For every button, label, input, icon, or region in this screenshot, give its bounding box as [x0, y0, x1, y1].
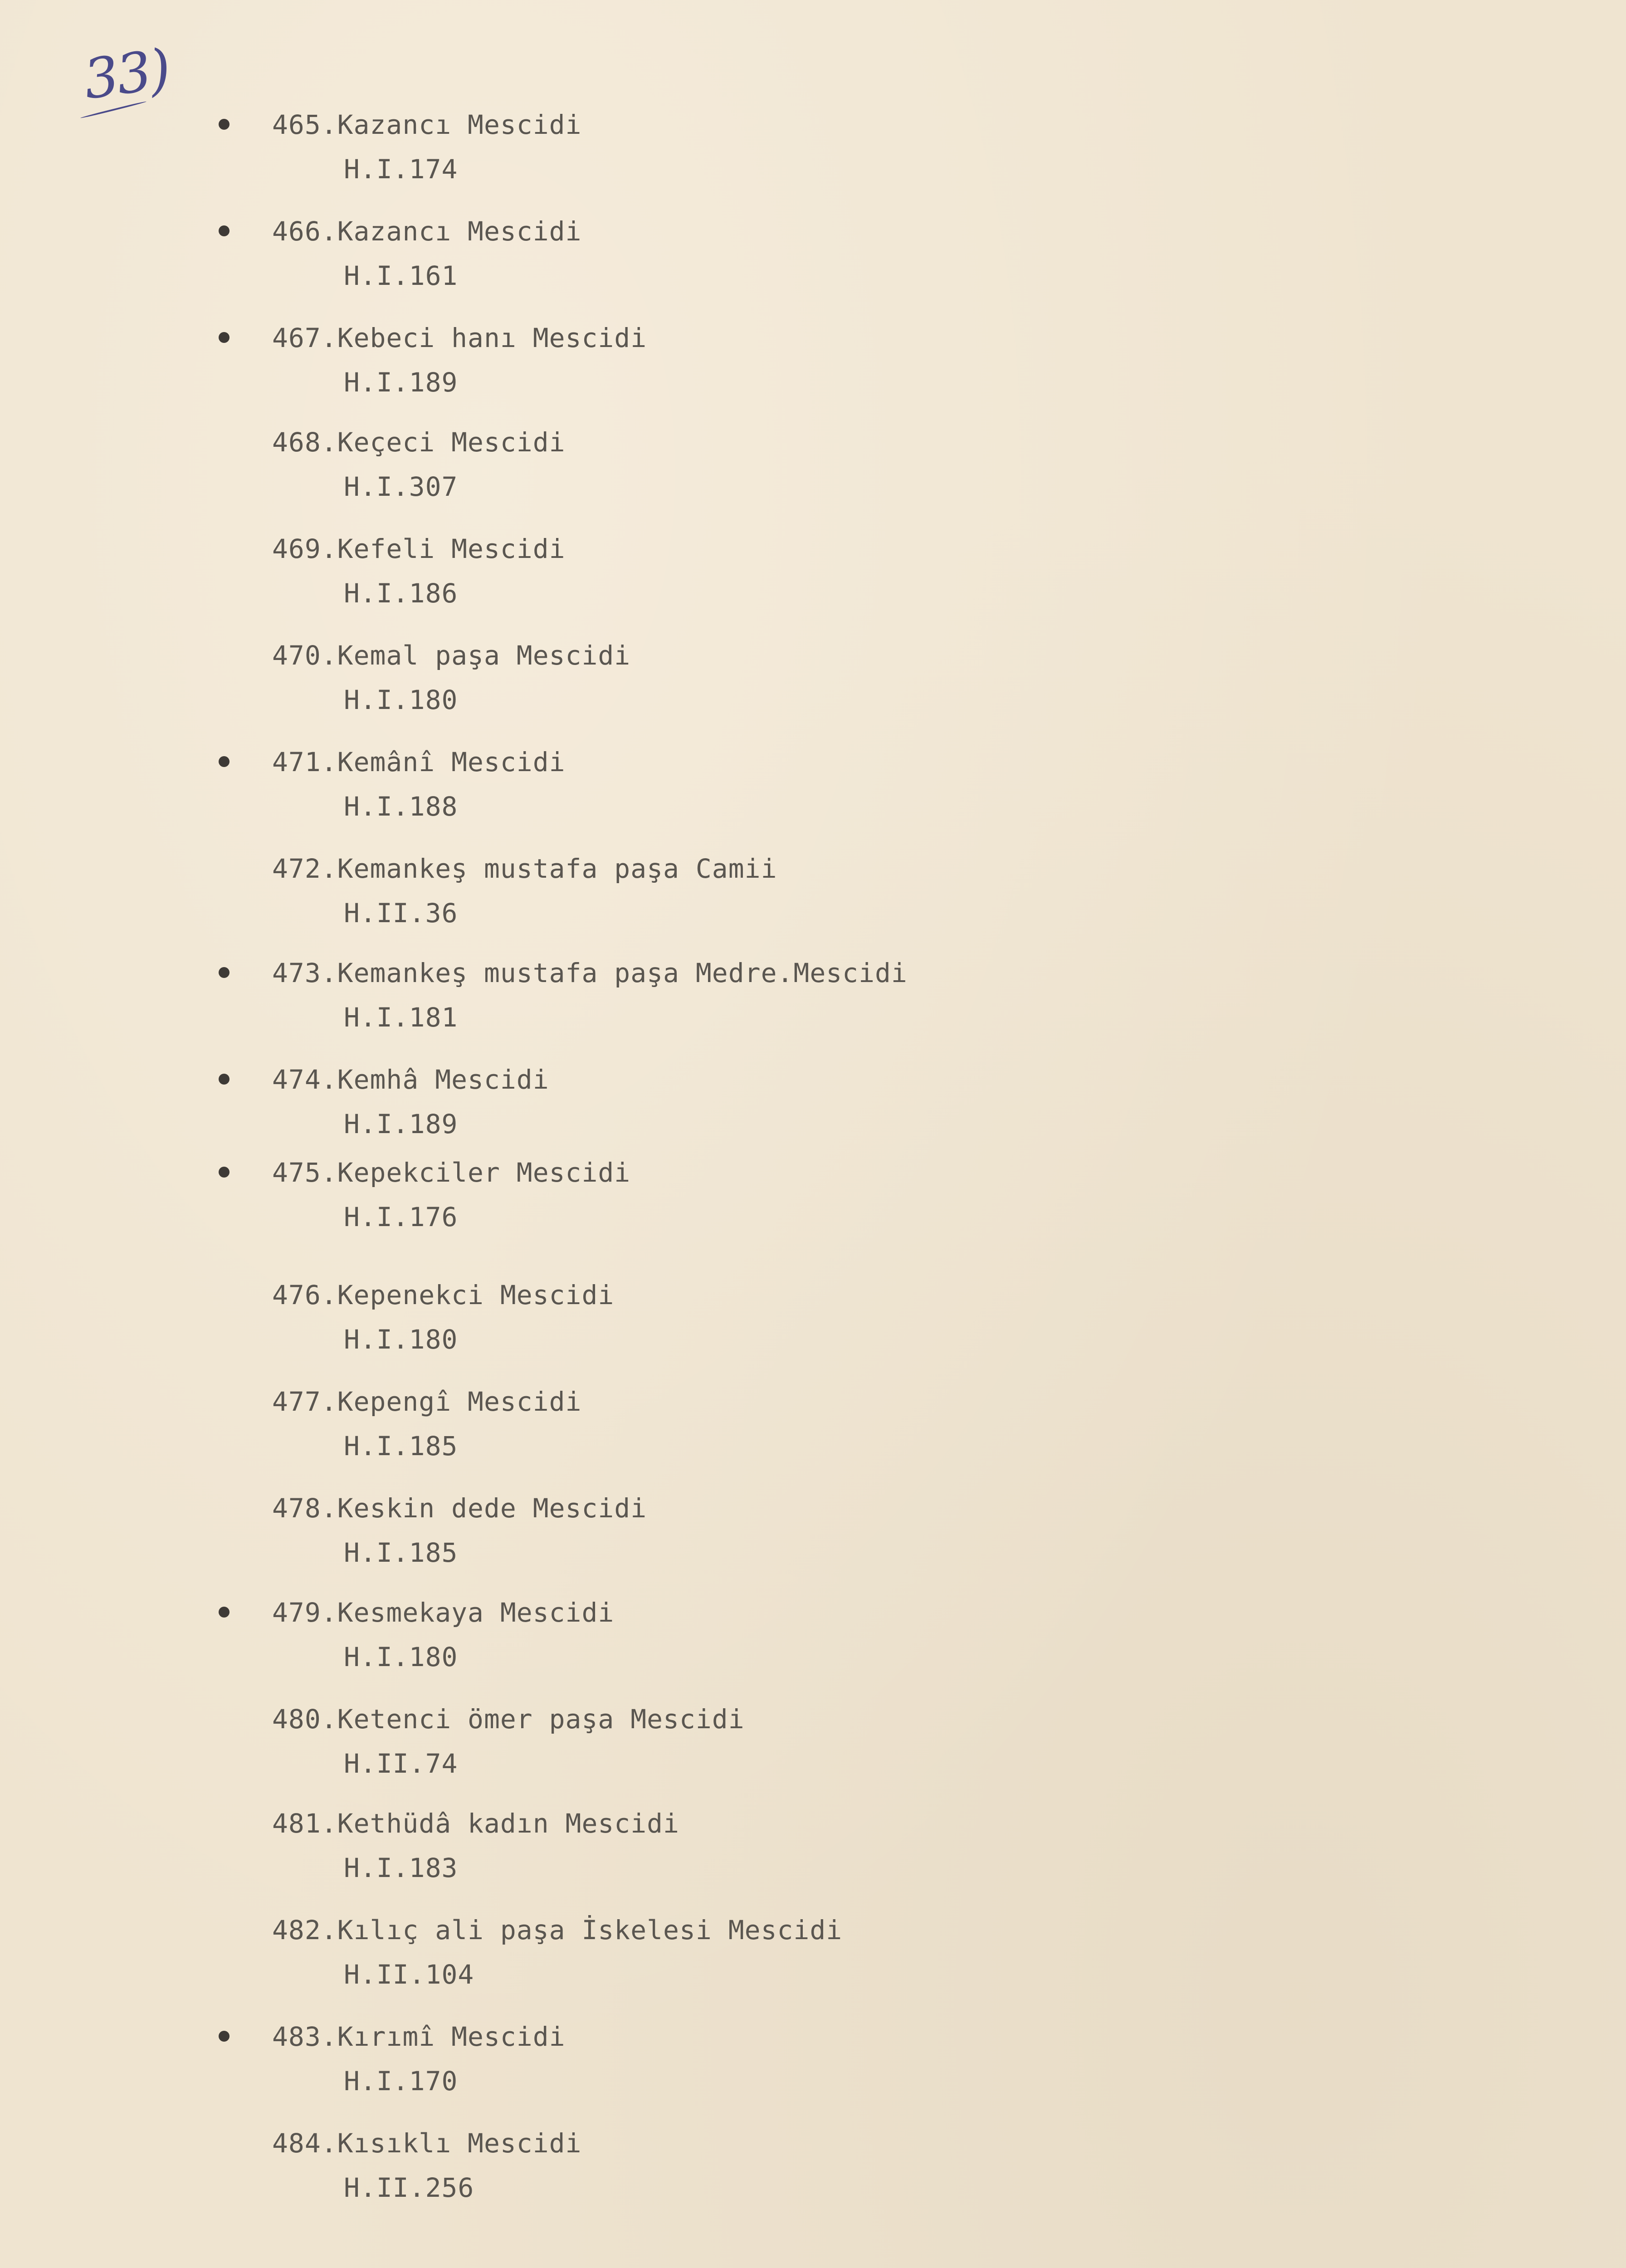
- entry-reference: H.II.74: [344, 1748, 458, 1779]
- list-item: [0, 1703, 1626, 1794]
- entry-reference: H.I.180: [344, 1642, 458, 1672]
- list-item: [0, 853, 1626, 943]
- list-item: [0, 1279, 1626, 1370]
- entry-title: 477.Kepengî Mescidi: [272, 1386, 582, 1417]
- list-item: [0, 746, 1626, 837]
- entry-title: 484.Kısıklı Mescidi: [272, 2128, 582, 2159]
- entry-reference: H.I.180: [344, 1324, 458, 1355]
- bullet-dot-icon: [219, 2031, 229, 2042]
- bullet-dot-icon: [219, 756, 229, 767]
- list-item: [0, 1492, 1626, 1583]
- entry-title: 483.Kırımî Mescidi: [272, 2021, 566, 2052]
- entry-title: 481.Kethüdâ kadın Mescidi: [272, 1808, 679, 1839]
- entry-title: 471.Kemânî Mescidi: [272, 747, 566, 777]
- entry-reference: H.I.161: [344, 260, 458, 291]
- list-item: [0, 1064, 1626, 1154]
- bullet-dot-icon: [219, 967, 229, 978]
- list-item: [0, 1386, 1626, 1476]
- list-item: [0, 640, 1626, 730]
- entry-reference: H.I.189: [344, 1109, 458, 1139]
- handwritten-page-number: 33): [80, 37, 173, 112]
- entry-reference: H.I.183: [344, 1853, 458, 1883]
- entry-title: 465.Kazancı Mescidi: [272, 109, 582, 140]
- entry-title: 474.Kemhâ Mescidi: [272, 1064, 549, 1095]
- entry-title: 473.Kemankeş mustafa paşa Medre.Mescidi: [272, 958, 908, 988]
- entry-reference: H.I.186: [344, 578, 458, 609]
- list-item: [0, 957, 1626, 1048]
- entry-reference: H.I.180: [344, 684, 458, 715]
- bullet-dot-icon: [219, 1167, 229, 1178]
- entry-title: 475.Kepekciler Mescidi: [272, 1157, 631, 1188]
- list-item: [0, 1157, 1626, 1247]
- bullet-dot-icon: [219, 119, 229, 130]
- list-item: [0, 215, 1626, 306]
- entry-title: 480.Ketenci ömer paşa Mescidi: [272, 1704, 745, 1735]
- entry-reference: H.II.256: [344, 2172, 474, 2203]
- bullet-dot-icon: [219, 1074, 229, 1085]
- entry-title: 482.Kılıç ali paşa İskelesi Mescidi: [272, 1915, 843, 1945]
- entry-title: 467.Kebeci hanı Mescidi: [272, 323, 647, 353]
- list-item: [0, 2127, 1626, 2218]
- list-item: [0, 322, 1626, 413]
- entry-reference: H.II.36: [344, 898, 458, 929]
- bullet-dot-icon: [219, 332, 229, 343]
- entry-reference: H.I.185: [344, 1431, 458, 1461]
- list-item: [0, 109, 1626, 200]
- entry-title: 478.Keskin dede Mescidi: [272, 1493, 647, 1524]
- entry-reference: H.I.185: [344, 1537, 458, 1568]
- list-item: [0, 1808, 1626, 1898]
- entry-reference: H.I.189: [344, 367, 458, 398]
- entry-reference: H.I.188: [344, 791, 458, 822]
- entry-title: 472.Kemankeş mustafa paşa Camii: [272, 853, 777, 884]
- list-item: [0, 2021, 1626, 2112]
- entry-reference: H.I.174: [344, 154, 458, 185]
- entry-title: 469.Kefeli Mescidi: [272, 533, 566, 564]
- entry-reference: H.II.104: [344, 1959, 474, 1990]
- entry-title: 470.Kemal paşa Mescidi: [272, 640, 631, 671]
- entry-title: 479.Kesmekaya Mescidi: [272, 1597, 615, 1628]
- list-item: [0, 426, 1626, 517]
- entry-reference: H.I.176: [344, 1202, 458, 1232]
- entry-reference: H.I.307: [344, 471, 458, 502]
- list-item: [0, 533, 1626, 624]
- entry-title: 468.Keçeci Mescidi: [272, 427, 566, 458]
- bullet-dot-icon: [219, 1607, 229, 1618]
- list-item: [0, 1597, 1626, 1687]
- entry-reference: H.I.170: [344, 2066, 458, 2097]
- entry-reference: H.I.181: [344, 1002, 458, 1033]
- list-item: [0, 1914, 1626, 2005]
- bullet-dot-icon: [219, 225, 229, 236]
- entry-title: 476.Kepenekci Mescidi: [272, 1280, 615, 1310]
- entry-title: 466.Kazancı Mescidi: [272, 216, 582, 247]
